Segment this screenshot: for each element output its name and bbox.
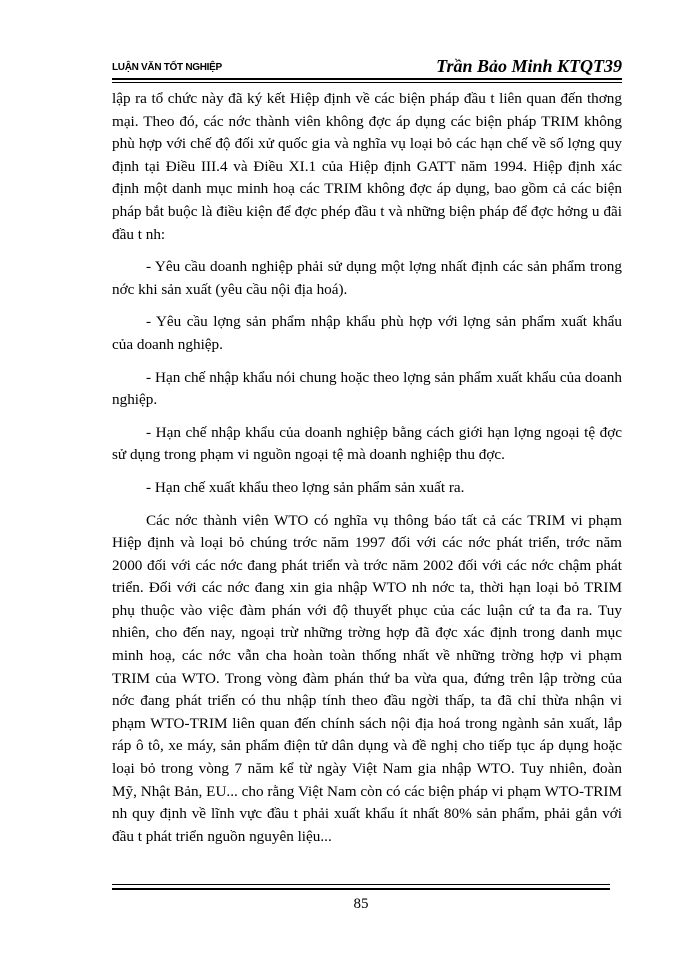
body-text [112, 88, 622, 848]
header-author: Trần Bảo Minh KTQT39 [436, 56, 622, 76]
page-number: 85 [353, 896, 369, 912]
bullet-text: Yêu cầu lợng sản phẩm nhập khẩu phù hợp với lợng sản phẩm xuất khẩu của doanh nghiệp. [112, 313, 622, 353]
bullet-item [112, 311, 622, 356]
header-rule-thick [112, 78, 622, 80]
footer-rule-thin [112, 884, 610, 885]
bullet-marker: - [146, 258, 152, 276]
bullet-marker: - [146, 313, 152, 331]
bullet-text: Hạn chế nhập khẩu nói chung hoặc theo lợng sản phẩm xuất khẩu của doanh nghiệp. [112, 368, 622, 409]
bullet-text: Hạn chế xuất khẩu theo lợng sản phẩm sản xuất ra. [154, 478, 465, 496]
bullet-marker: - [146, 423, 152, 441]
footer-rule-thick [112, 888, 610, 890]
bullet-marker: - [146, 478, 152, 496]
bullet-marker: - [146, 368, 152, 386]
bullet-text: Hạn chế nhập khẩu của doanh nghiệp bằng cách giới hạn lợng ngoại tệ đợc sử dụng trong phạm vi nguồn ngoại tệ mà doanh nghiệp thu đợc. [112, 423, 622, 464]
header-rule-thin [112, 82, 622, 83]
bullet-item [112, 422, 622, 467]
bullet-item [112, 477, 622, 500]
page-header [112, 56, 622, 78]
closing-paragraph: Các nớc thành viên WTO có nghĩa vụ thông báo tất cả các TRIM vi phạm Hiệp định và loại bỏ chúng trớc năm 1997 đối với các nớc phát triển, trớc năm 2000 đối với các nớc đang phát triển và trớc năm 2002 đối với các nớc chậm phát triển. Đối với các nớc đang xin gia nhập WTO nh nớc ta, thời hạn loại bỏ TRIM phụ thuộc vào việc đàm phán với độ thuyết phục của các luận cứ ta đa ra. Tuy nhiên, cho đến nay, ngoại trừ những trờng hợp đã đợc xác định trong danh mục minh hoạ, các nớc vẫn cha hoàn toàn thống nhất về những trờng hợp vi phạm TRIM của WTO. Trong vòng đàm phán thứ ba vừa qua, đứng trên lập trờng của nớc đang phát triển có thu nhập tính theo đầu ngời thấp, ta đã chỉ thừa nhận vi phạm WTO-TRIM liên quan đến chính sách nội địa hoá trong ngành sản xuất, lắp ráp ô tô, xe máy, sản phẩm điện tử dân dụng và đề nghị cho tiếp tục áp dụng hoặc loại bỏ trong vòng 7 năm kể từ ngày Việt Nam gia nhập WTO. Tuy nhiên, đoàn Mỹ, Nhật Bản, EU... cho rằng Việt Nam còn có các biện pháp vi phạm WTO-TRIM nh quy định về lĩnh vực đầu t phải xuất khẩu ít nhất 80% sản phẩm, phải gắn với đầu t phát triển nguồn nguyên liệu... [112, 511, 622, 845]
bullet-item [112, 367, 622, 412]
intro-paragraph: lập ra tổ chức này đã ký kết Hiệp định về các biện pháp đầu t liên quan đến thơng mại. Theo đó, các nớc thành viên không đợc áp dụng các biện pháp TRIM không phù hợp với chế độ đối xử quốc gia và nghĩa vụ loại bỏ các hạn chế về số lợng quy định tại Điều III.4 và Điều XI.1 của Hiệp định GATT năm 1994. Hiệp định xác định một danh mục minh hoạ các TRIM không đợc áp dụng, bao gồm cả các biện pháp bắt buộc là điều kiện để đợc phép đầu t và những biện pháp để đợc hởng u đãi đầu t nh: [112, 90, 622, 243]
header-title: LUẬN VĂN TỐT NGHIỆP [112, 62, 222, 73]
bullet-text: Yêu cầu doanh nghiệp phải sử dụng một lợng nhất định các sản phẩm trong nớc khi sản xuất (yêu cầu nội địa hoá). [112, 258, 622, 298]
bullet-item [112, 256, 622, 301]
